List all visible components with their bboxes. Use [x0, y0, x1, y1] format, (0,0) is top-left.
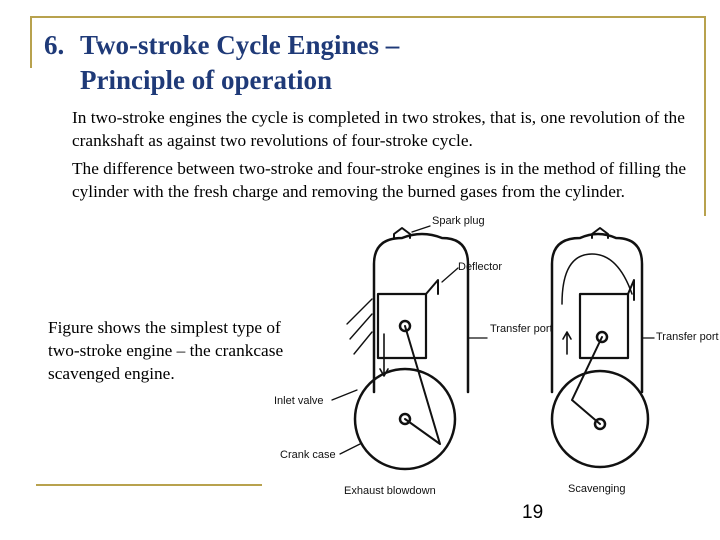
- label-deflector: Deflector: [458, 261, 503, 273]
- title-line-1: Two-stroke Cycle Engines –: [80, 30, 400, 60]
- label-scavenging: Scavenging: [568, 483, 626, 495]
- slide-title: [44, 28, 399, 98]
- left-rule: [30, 18, 32, 68]
- label-crank-case: Crank case: [280, 449, 336, 461]
- figure-caption: Figure shows the simplest type of two-stroke engine – the crankcase scavenged engine.: [48, 318, 284, 383]
- label-transfer-port-right: Transfer port: [656, 331, 719, 343]
- paragraph-2: The difference between two-stroke and four-stroke engines is in the method of filling the cylinder with the fresh charge and removing the burned gases from the cylinder.: [72, 159, 687, 201]
- label-transfer-port-left: Transfer port: [490, 323, 553, 335]
- label-spark-plug: Spark plug: [432, 215, 485, 227]
- paragraph-1: In two-stroke engines the cycle is completed in two strokes, that is, one revolution of the crankshaft as against two revolutions of four-stroke cycle.: [72, 108, 685, 150]
- two-stroke-engine-figure: [262, 204, 719, 504]
- slide-number-prefix: 6.: [44, 30, 65, 60]
- label-inlet-valve: Inlet valve: [274, 395, 324, 407]
- engine-left-diagram: [347, 228, 468, 469]
- title-line-2: Principle of operation: [80, 65, 332, 95]
- right-rule: [704, 16, 706, 216]
- label-exhaust-blowdown: Exhaust blowdown: [344, 485, 436, 497]
- bottom-rule: [36, 484, 262, 486]
- top-rule: [30, 16, 706, 18]
- page-number: 19: [522, 502, 544, 523]
- engine-right-diagram: [552, 228, 648, 467]
